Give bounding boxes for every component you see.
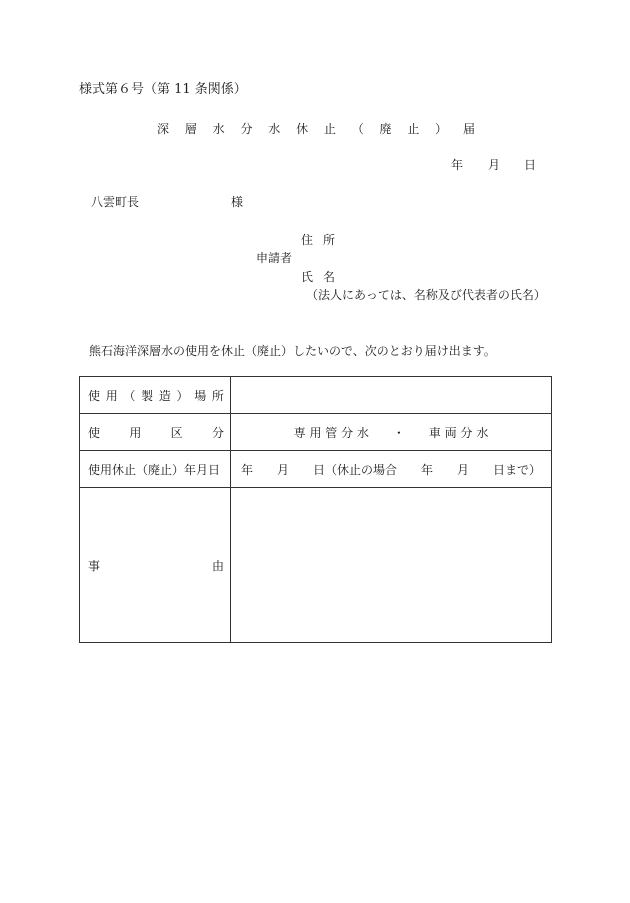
form-number: 様式第６号（第 11 条関係）	[79, 82, 247, 97]
addressee-honorific: 様	[231, 195, 244, 209]
document-title: 深 層 水 分 水 休 止 （ 廃 止 ） 届	[157, 122, 481, 136]
name-label: 氏名	[301, 270, 346, 284]
reason-field[interactable]	[231, 488, 552, 643]
table-row-suspension-date	[80, 451, 552, 488]
date-month-label: 月	[488, 158, 501, 172]
suspension-date-label-cell	[80, 451, 231, 488]
table-row-location	[80, 377, 552, 414]
corporate-note: （法人にあっては、名称及び代表者の氏名）	[306, 288, 546, 302]
addressee-name: 八雲町長	[91, 195, 140, 209]
suspension-date-field[interactable]: 年 月 日（休止の場合 年 月 日まで）	[231, 451, 552, 488]
reason-label: 事 由	[88, 558, 224, 573]
statement-text: 熊石海洋深層水の使用を休止（廃止）したいので、次のとおり届け出ます。	[89, 344, 496, 358]
usage-type-options[interactable]: 専 用 管 分 水 ・ 車 両 分 水	[231, 414, 552, 451]
table-row-reason	[80, 488, 552, 643]
usage-type-label: 使 用 区 分	[88, 425, 224, 440]
date-day-label: 日	[524, 158, 537, 172]
reason-label-cell	[80, 488, 231, 643]
location-label-cell	[80, 377, 231, 414]
form-table	[79, 376, 552, 643]
table-row-usage-type	[80, 414, 552, 451]
suspension-date-label: 使用休止（廃止）年月日	[88, 462, 221, 477]
date-year-label: 年	[451, 158, 464, 172]
address-label: 住所	[301, 233, 346, 247]
applicant-label: 申請者	[256, 251, 293, 265]
usage-type-label-cell	[80, 414, 231, 451]
location-label: 使 用 （ 製 造 ） 場 所	[88, 388, 224, 403]
location-value-field[interactable]	[231, 377, 552, 414]
